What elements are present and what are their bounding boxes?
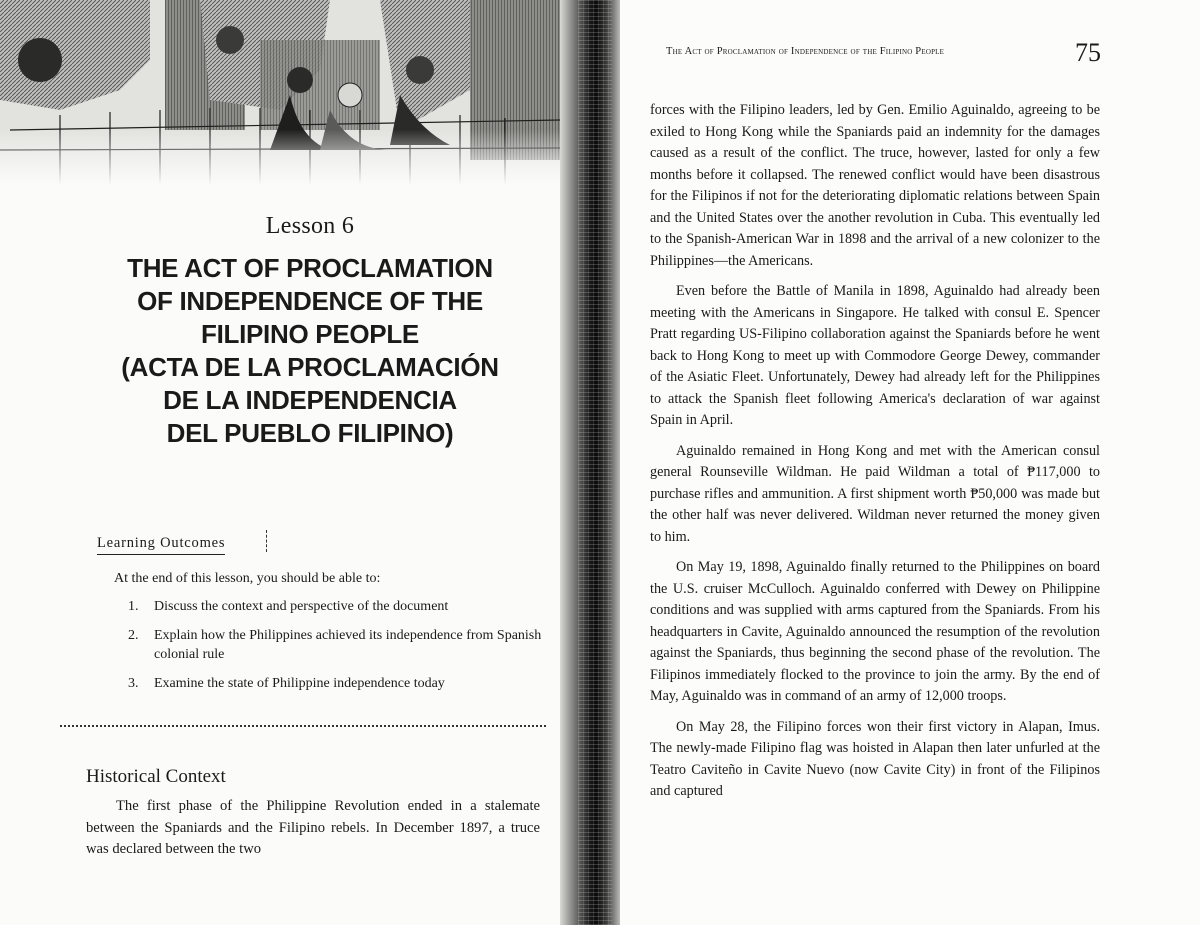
title-line: (ACTA DE LA PROCLAMACIÓN (121, 352, 499, 382)
paragraph: On May 28, the Filipino forces won their first victory in Alapan, Imus. The newly-made Filipino flag was hoisted in Alapan then later unfurled at the Teatro Caviteño in Cavite Nuevo (now Cavite City) in front of the Filipinos and captured (650, 718, 1100, 799)
lesson-title (60, 252, 560, 450)
historical-context-heading: Historical Context (86, 766, 226, 787)
paragraph: forces with the Filipino leaders, led by Gen. Emilio Aguinaldo, agreeing to be exiled to Hong Kong while the Spaniards paid an indemnity for the damages caused as a result of the conflict. The truce, however, lasted for only a few months before it collapsed. The renewed conflict would have been disastrous for the Filipinos if not for the deteriorating diplomatic relations between Spain and the United States over the another revolution in Cuba. This eventually led to the Spanish-American War in 1898 and the arrival of a new colonizer to the Philippines—the Americans. (650, 102, 1100, 269)
title-line: DE LA INDEPENDENCIA (163, 385, 457, 415)
body-text (650, 100, 1100, 812)
right-page (620, 0, 1200, 925)
list-item-number: 1. (128, 599, 139, 614)
list-item (128, 597, 548, 616)
title-line: THE ACT OF PROCLAMATION (127, 253, 493, 283)
list-item-number: 3. (128, 676, 139, 691)
historical-context-text: The first phase of the Philippine Revolution ended in a stalemate between the Spaniards and the Filipino rebels. In December 1897, a truce was declared between the two (86, 798, 540, 857)
title-line: DEL PUEBLO FILIPINO) (166, 418, 454, 448)
learning-outcomes-list (128, 597, 548, 703)
page-number: 75 (1075, 38, 1101, 67)
running-head: The Act of Proclamation of Independence of the Filipino People (666, 46, 945, 57)
left-page (0, 0, 575, 925)
title-line: OF INDEPENDENCE OF THE (137, 286, 483, 316)
lesson-label: Lesson 6 (265, 213, 355, 239)
paragraph: Aguinaldo remained in Hong Kong and met with the American consul general Rounseville Wildman. He paid Wildman a total of ₱117,000 to purchase rifles and ammunition. A first shipment worth ₱50,000 was made but the other half was never delivered. Wildman never returned the money given to him. (650, 442, 1100, 545)
learning-outcomes-heading: Learning Outcomes (97, 535, 225, 555)
section-divider (60, 725, 546, 727)
list-item-number: 2. (128, 628, 139, 643)
list-item (128, 674, 548, 693)
paragraph: On May 19, 1898, Aguinaldo finally returned to the Philippines on board the U.S. cruiser McCulloch. Aguinaldo conferred with Dewey on Philippine conditions and was supplied with arms captured from the Spaniards. From his headquarters in Cavite, Aguinaldo announced the resumption of the revolution against the Spaniards, thus beginning the second phase of the revolution. The Filipinos immediately flocked to the province to join the army. By the end of May, Aguinaldo was in command of an army of 12,000 troops. (650, 559, 1100, 704)
learning-outcomes-intro: At the end of this lesson, you should be able to: (114, 571, 381, 586)
heading-tick-mark (266, 530, 268, 552)
historical-photo (0, 0, 560, 185)
book-gutter-shadow (560, 0, 626, 925)
list-item-text: Explain how the Philippines achieved its independence from Spanish colonial rule (154, 628, 542, 662)
title-line: FILIPINO PEOPLE (201, 319, 419, 349)
paragraph: Even before the Battle of Manila in 1898, Aguinaldo had already been meeting with the Americans in Singapore. He talked with consul E. Spencer Pratt regarding US-Filipino collaboration against the Spaniards before he went back to Hong Kong to meet up with Commodore George Dewey, commander of the Asiatic Fleet. Unfortunately, Dewey had already left for the Philippines to attack the Spanish fleet following America's declaration of war against Spain in April. (650, 283, 1100, 428)
list-item-text: Discuss the context and perspective of the document (154, 599, 449, 614)
list-item-text: Examine the state of Philippine independence today (154, 676, 445, 691)
list-item (128, 626, 548, 664)
